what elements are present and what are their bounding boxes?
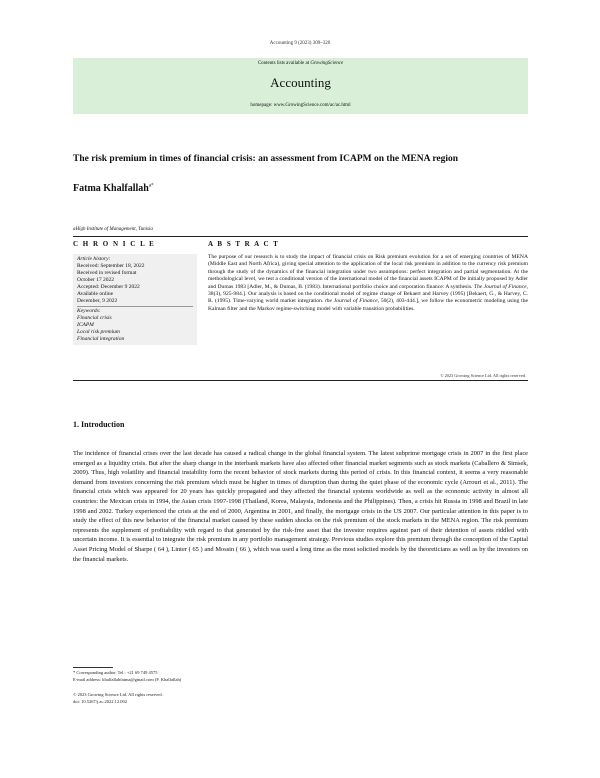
chronicle-box xyxy=(73,254,197,345)
journal-reference: Accounting 9 (2023) 309–320 xyxy=(269,41,331,46)
journal-header xyxy=(73,58,528,114)
history-label: Article history: xyxy=(77,256,111,262)
author-sup: a* xyxy=(148,183,154,189)
keyword: ICAPM xyxy=(77,322,94,328)
divider xyxy=(73,236,528,237)
abstract-heading: A B S T R A C T xyxy=(208,240,280,248)
history-line: October 17 2022 xyxy=(77,277,114,283)
introduction-paragraph: The incidence of financial crises over the last decade has caused a radical change in the global financial system. The latest subprime mortgage crisis in 2007 in the first place emerged as a liquidity crisis. But after the sharp change in the interbank markets have also affected other financial market segments such as stock markets (Caballero & Simsek, 2009). Thus, high volatility and financial instability form the recent behavior of stock markets during this period of crisis. In this financial context, it seems a very reasonable demand from investors concerning the risk premium which must be higher in times of disruption than during the quiet phase of the economic cycle (Arrouri et al., 2011). The financial crisis which was appeared for 20 years has quickly propagated and they affected the financial systems worldwide as well as the economic activity in almost all countries: the Mexican crisis in 1994, the Asian crisis 1997-1998 (Thailand, Korea, Malaysia, Indonesia and the Philippines). Then, a crisis hit Russia in 1998 and Brazil in late 1998 and 2002. Turkey experienced the crisis at the end of 2000, Argentina in 2001, and finally, the mortgage crisis in the US 2007. Our particular attention in this paper is to study the effect of this new behavior of the financial market caused by these sudden shocks on the risk premium of the stock markets in the MENA region. The risk premium represents the supplement of profitability with regard to that generated by the risk-free asset that the investor requires against part of their detention of assets riddled with uncertain income. It is essential to integrate the risk premium in any portfolio management strategy. Previous studies explore this premium through the conception of the Capital Asset Pricing Model of Sharpe ( 64 ), Linter ( 65 ) and Mossin ( 66 ), which was used a long time as the most solicited models by the theoreticians as well as by the investors on the financial markets. xyxy=(73,450,528,563)
history-line: Accepted: December 9 2022 xyxy=(77,284,140,290)
footer-copyright: © 2023 Growing Science Ltd. All rights reserved. xyxy=(73,692,163,697)
keyword: Financial integration xyxy=(77,336,125,342)
chronicle-heading: C H R O N I C L E xyxy=(73,240,156,248)
author-name: Fatma Khalfallah xyxy=(73,183,149,194)
divider xyxy=(73,380,528,381)
history-line: Received in revised format xyxy=(77,270,137,276)
publisher-link[interactable]: GrowingScience xyxy=(310,61,344,66)
homepage-link[interactable]: homepage: www.GrowingScience.com/ac/ac.html xyxy=(250,103,351,108)
keywords-label: Keywords: xyxy=(77,308,101,314)
history-line: December, 9 2022 xyxy=(77,298,118,304)
history-line: Available online xyxy=(77,291,114,297)
affiliation: aHigh Institute of Management, Tunisia xyxy=(73,227,153,232)
keyword: Local risk premium xyxy=(77,329,120,335)
corresponding-author-note: * Corresponding author. Tel.: +21 69 749 4575 xyxy=(73,670,158,675)
paper-title: The risk premium in times of financial crisis: an assessment from ICAPM on the MENA region xyxy=(73,154,459,164)
history-line: Received: September 18, 2022 xyxy=(77,263,145,269)
abstract-text: The purpose of our research is to study the impact of financial crisis on Risk premium evolution for a set of emerging countries of MENA (Middle East and North Africa), giving special attention to the application of the local risk premium in addition to the currency risk premium through the study of the dynamics of the financial integration under two assumptions: perfect integration and partial segmentation. At the methodological level, we test a conditional version of the international model of the financial assets ICAPM of De initially proposed by Adler and Dumas 1983 [Adler, M., & Dumas, B. (1983). International portfolio choice and corporation finance: A synthesis. The Journal of Finance, 38(3), 925-984.]. Our analysis is based on the conditional model of regime change of Bekaert and Harvey (1995) [Bekaert, G., & Harvey, C. R. (1995). Time-varying world market integration. the Journal of Finance, 50(2), 403-444.], we follow the econometric modeling using the Kalman filter and the Markov regime-switching model with variable transition probabilities. xyxy=(208,254,529,312)
author xyxy=(73,183,154,194)
abstract-copyright: © 2023 Growing Science Ltd. All rights reserved. xyxy=(440,373,526,378)
availability-line: Contents lists available at GrowingScience xyxy=(257,61,344,66)
section-heading: 1. Introduction xyxy=(73,420,125,429)
email-note[interactable]: E-mail address: khalfallahfatma@gmail.com (F. Khalfallah) xyxy=(73,677,182,682)
doi[interactable]: doi: 10.5267/j.ac.2022.12.002 xyxy=(73,699,127,704)
footnote-divider xyxy=(73,667,113,668)
divider xyxy=(77,306,193,307)
journal-name: Accounting xyxy=(270,75,331,90)
keyword: Financial crisis xyxy=(77,315,112,321)
